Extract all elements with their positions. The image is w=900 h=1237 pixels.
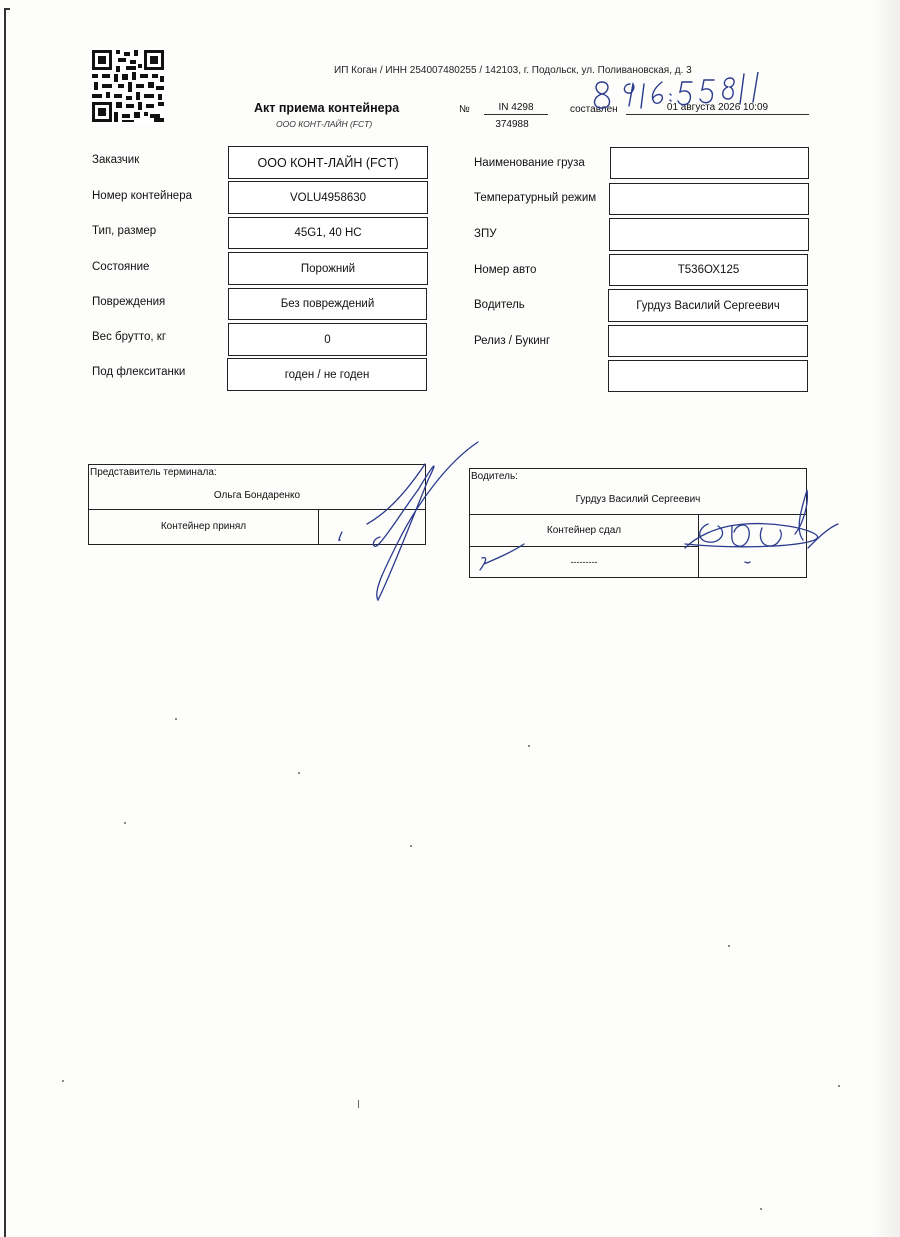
label-customer: Заказчик	[92, 154, 140, 166]
scan-edge-tick	[4, 8, 10, 10]
field-customer: ООО КОНТ-ЛАЙН (FCT)	[228, 146, 428, 179]
field-flexitank: годен / не годен	[227, 358, 427, 391]
scan-speck	[528, 745, 530, 747]
driver-dashes: ---------	[570, 557, 598, 567]
scan-speck	[124, 822, 126, 824]
company-line: ИП Коган / ИНН 254007480255 / 142103, г. Подольск, ул. Поливановская, д. 3	[334, 65, 692, 76]
field-cargo-name	[610, 147, 809, 179]
scan-speck	[410, 845, 412, 847]
scan-edge-line	[4, 8, 6, 1237]
terminal-heading: Представитель терминала:	[90, 467, 217, 478]
document-subtitle: ООО КОНТ-ЛАЙН (FCT)	[276, 119, 373, 129]
date-value: 01 августа 2026 10:09	[626, 102, 809, 115]
terminal-name: Ольга Бондаренко	[213, 490, 301, 501]
field-type-size: 45G1, 40 HC	[228, 217, 428, 249]
scan-speck	[358, 1100, 359, 1108]
number-value: IN 4298	[484, 102, 548, 115]
qr-code-icon	[92, 50, 164, 122]
terminal-col-divider	[318, 509, 319, 545]
label-temperature: Температурный режим	[474, 192, 597, 204]
field-gross-weight: 0	[228, 323, 427, 356]
field-temperature	[609, 183, 809, 215]
driver-action: Контейнер сдал	[546, 525, 622, 536]
field-extra	[608, 360, 808, 392]
label-driver: Водитель	[474, 299, 525, 311]
field-container-number: VOLU4958630	[228, 181, 428, 214]
field-damage: Без повреждений	[228, 288, 427, 320]
label-cargo-name: Наименование груза	[474, 157, 585, 169]
scan-speck	[298, 772, 300, 774]
label-gross-weight: Вес брутто, кг	[92, 331, 167, 343]
label-vehicle-number: Номер авто	[474, 264, 537, 276]
driver-name: Гурдуз Василий Сергеевич	[575, 494, 701, 505]
driver-signature-icon	[470, 488, 842, 578]
driver-heading: Водитель:	[471, 471, 518, 482]
scan-speck	[175, 718, 177, 720]
field-release-booking	[608, 325, 808, 357]
label-type-size: Тип, размер	[92, 225, 157, 237]
terminal-action: Контейнер принял	[160, 521, 247, 532]
number-label: №	[459, 104, 470, 115]
number-sub: 374988	[495, 119, 529, 130]
scan-speck	[838, 1085, 840, 1087]
label-container-number: Номер контейнера	[92, 190, 192, 202]
field-condition: Порожний	[228, 252, 428, 285]
label-condition: Состояние	[92, 261, 150, 273]
handwritten-phone-icon	[590, 72, 770, 120]
label-damage: Повреждения	[92, 296, 166, 308]
label-release-booking: Релиз / Букинг	[474, 335, 551, 347]
field-vehicle-number: Т536ОХ125	[609, 254, 808, 286]
field-driver: Гурдуз Василий Сергеевич	[608, 289, 808, 322]
field-seal	[609, 218, 809, 251]
page-edge-shadow	[872, 0, 900, 1237]
composed-label: составлен	[570, 104, 618, 115]
scan-speck	[728, 945, 730, 947]
label-flexitank: Под флекситанки	[92, 366, 186, 378]
scan-speck	[760, 1208, 762, 1210]
label-seal: ЗПУ	[474, 228, 497, 240]
terminal-signature-icon	[320, 440, 485, 605]
document-title: Акт приема контейнера	[254, 101, 400, 115]
scan-speck	[62, 1080, 64, 1082]
